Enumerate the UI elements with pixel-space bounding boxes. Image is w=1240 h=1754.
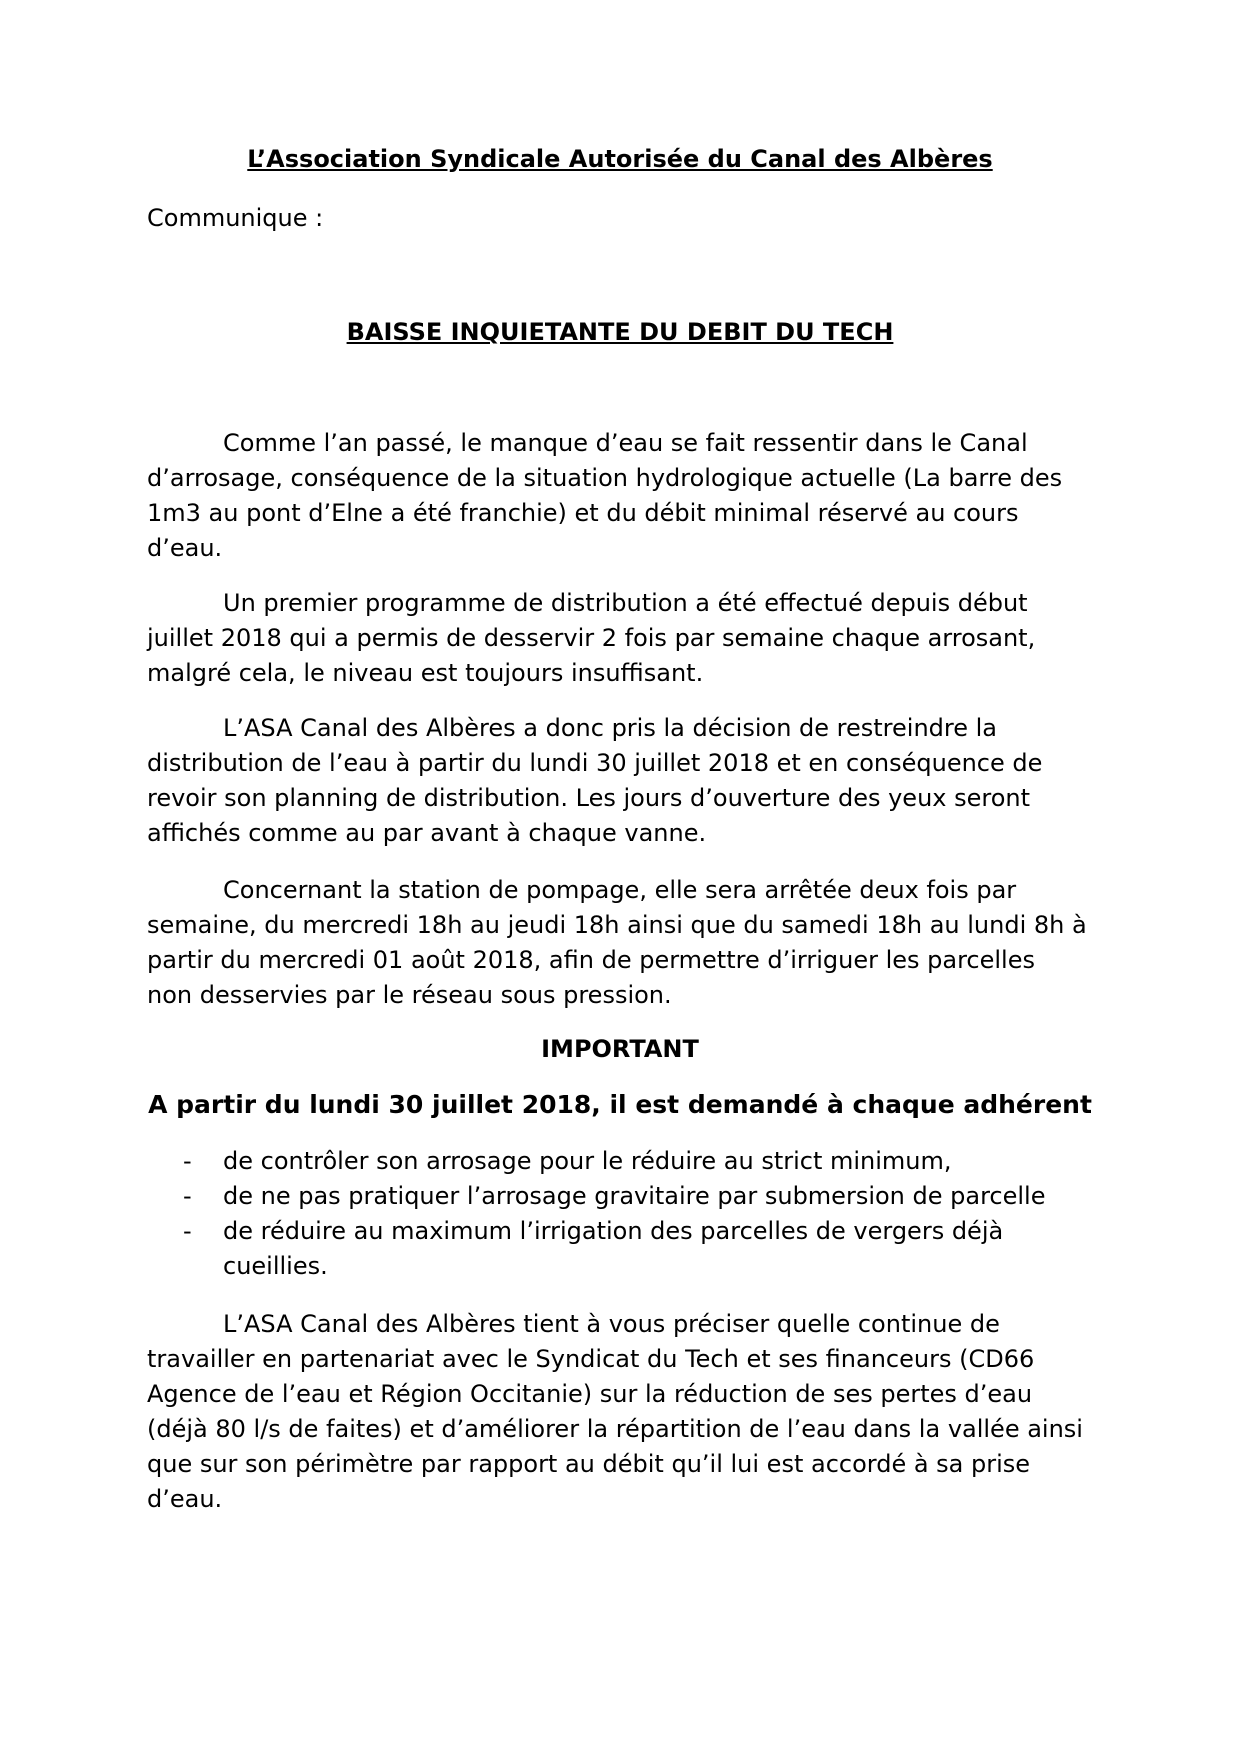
bullet-dash: -: [183, 1147, 192, 1175]
paragraph-distribution-program: Un premier programme de distribution a été effectué depuis début juillet 2018 qui a permis de desservir 2 fois par semaine chaque arrosant, malgré cela, le niveau est toujours insuffisant.: [147, 589, 1036, 687]
list-item: [147, 1144, 1087, 1179]
bullet-dash: -: [183, 1182, 192, 1210]
list-item: [147, 1179, 1087, 1214]
communique-label: Communique :: [147, 204, 324, 232]
paragraph-water-shortage: Comme l’an passé, le manque d’eau se fait ressentir dans le Canal d’arrosage, conséquence de la situation hydrologique actuelle (La barre des 1m3 au pont d’Elne a été franchie) et du débit minimal réservé au cours d’eau.: [147, 429, 1063, 562]
document-title: L’Association Syndicale Autorisée du Canal des Albères: [247, 145, 993, 173]
instructions-list: [147, 1144, 1087, 1284]
list-item: [147, 1214, 1087, 1284]
paragraph-pumping-station: Concernant la station de pompage, elle sera arrêtée deux fois par semaine, du mercredi 18h au jeudi 18h ainsi que du samedi 18h au lundi 8h à partir du mercredi 01 août 2018, afin de permettre d’irriguer les parcelles non desservies par le réseau sous pression.: [147, 876, 1087, 1009]
paragraph-restriction-decision: L’ASA Canal des Albères a donc pris la décision de restreindre la distribution de l’eau à partir du lundi 30 juillet 2018 et en conséquence de revoir son planning de distribution. Les jours d’ouverture des yeux seront affichés comme au par avant à chaque vanne.: [147, 714, 1043, 847]
headline: BAISSE INQUIETANTE DU DEBIT DU TECH: [346, 318, 894, 346]
important-heading: IMPORTANT: [541, 1035, 699, 1063]
important-subheading: A partir du lundi 30 juillet 2018, il est demandé à chaque adhérent: [148, 1090, 1092, 1119]
list-item-text: de contrôler son arrosage pour le réduire au strict minimum,: [223, 1147, 952, 1175]
list-item-text: de réduire au maximum l’irrigation des parcelles de vergers déjà cueillies.: [223, 1217, 1004, 1280]
list-item-text: de ne pas pratiquer l’arrosage gravitaire par submersion de parcelle: [223, 1182, 1046, 1210]
bullet-dash: -: [183, 1217, 192, 1245]
paragraph-closing: L’ASA Canal des Albères tient à vous préciser quelle continue de travailler en partenariat avec le Syndicat du Tech et ses financeurs (CD66 Agence de l’eau et Région Occitanie) sur la réduction de ses pertes d’eau (déjà 80 l/s de faites) et d’améliorer la répartition de l’eau dans la vallée ainsi que sur son périmètre par rapport au débit qu’il lui est accordé à sa prise d’eau.: [147, 1310, 1083, 1513]
